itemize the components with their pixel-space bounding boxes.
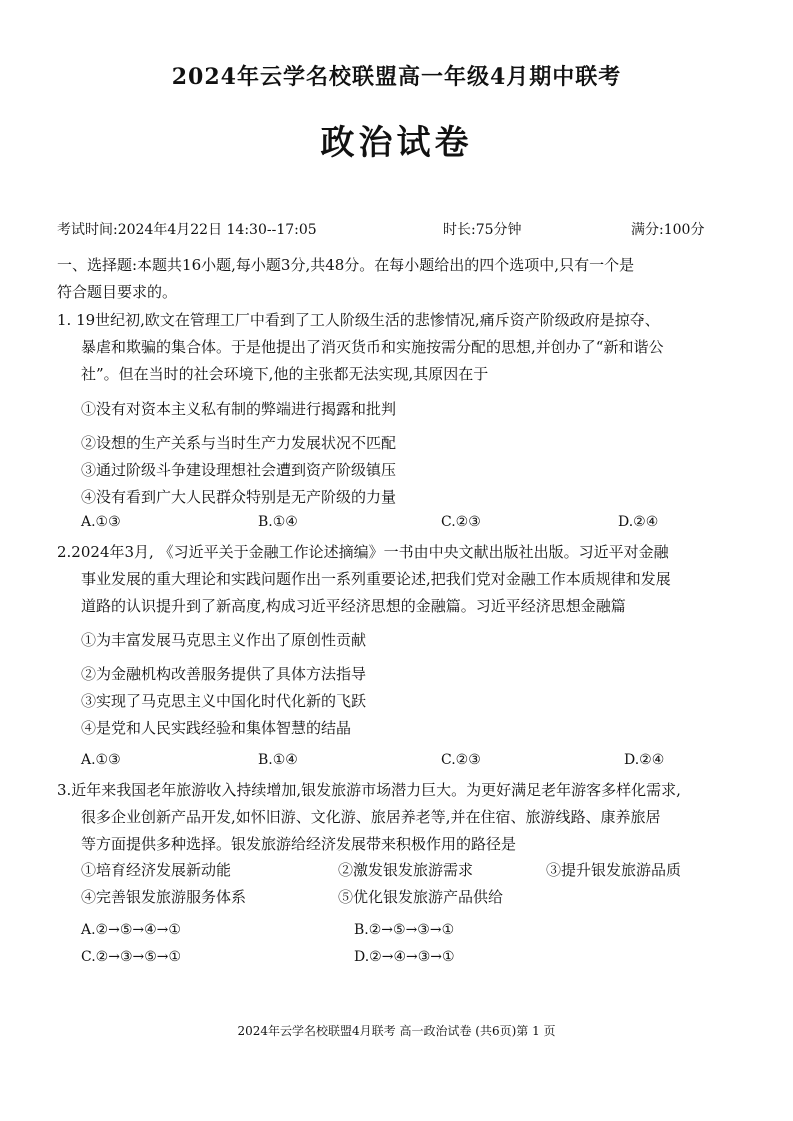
subject-title: 政治试卷 bbox=[320, 123, 473, 163]
q1-option-c[interactable]: C.②③ bbox=[441, 514, 481, 530]
q2-statement: ③实现了马克思主义中国化时代化新的飞跃 bbox=[81, 692, 367, 710]
page-footer: 2024年云学名校联盟4月联考 高一政治试卷 (共6页)第 1 页 bbox=[237, 1024, 556, 1038]
q2-option-d[interactable]: D.②④ bbox=[624, 752, 665, 768]
q2-option-c[interactable]: C.②③ bbox=[441, 752, 481, 768]
q3-stem-line: 等方面提供多种选择。银发旅游给经济发展带来积极作用的路径是 bbox=[81, 835, 517, 853]
q1-stem-line: 暴虐和欺骗的集合体。于是他提出了消灭货币和实施按需分配的思想,并创办了“新和谐公 bbox=[81, 338, 664, 356]
exam-duration: 时长:75分钟 bbox=[443, 222, 522, 238]
q3-option-c[interactable]: C.②→③→⑤→① bbox=[81, 949, 182, 965]
q2-statement: ②为金融机构改善服务提供了具体方法指导 bbox=[81, 665, 367, 683]
q2-stem-line: 道路的认识提升到了新高度,构成习近平经济思想的金融篇。习近平经济思想金融篇 bbox=[81, 597, 626, 615]
q3-statement: ①培育经济发展新动能 bbox=[81, 861, 232, 879]
q1-statement: ③通过阶级斗争建设理想社会遭到资产阶级镇压 bbox=[81, 461, 397, 479]
exam-title: 2024年云学名校联盟高一年级4月期中联考 bbox=[171, 64, 622, 90]
q1-option-a[interactable]: A.①③ bbox=[81, 514, 121, 530]
exam-time: 考试时间:2024年4月22日 14:30--17:05 bbox=[57, 222, 317, 238]
q3-stem-line: 很多企业创新产品开发,如怀旧游、文化游、旅居养老等,并在住宿、旅游线路、康养旅居 bbox=[81, 808, 661, 826]
q2-stem-line: 事业发展的重大理论和实践问题作出一系列重要论述,把我们党对金融工作本质规律和发展 bbox=[81, 570, 671, 588]
section-intro-line: 一、选择题:本题共16小题,每小题3分,共48分。在每小题给出的四个选项中,只有一个是 bbox=[57, 256, 635, 274]
q3-statement: ③提升银发旅游品质 bbox=[546, 861, 682, 879]
q3-statement: ④完善银发旅游服务体系 bbox=[81, 888, 247, 906]
q2-option-a[interactable]: A.①③ bbox=[81, 752, 121, 768]
q1-option-d[interactable]: D.②④ bbox=[618, 514, 659, 530]
q2-option-b[interactable]: B.①④ bbox=[258, 752, 298, 768]
q3-option-a[interactable]: A.②→⑤→④→① bbox=[81, 922, 181, 938]
q1-stem-line: 社”。但在当时的社会环境下,他的主张都无法实现,其原因在于 bbox=[81, 365, 489, 383]
q1-option-b[interactable]: B.①④ bbox=[258, 514, 298, 530]
q2-statement: ④是党和人民实践经验和集体智慧的结晶 bbox=[81, 719, 352, 737]
q1-stem-line: 1. 19世纪初,欧文在管理工厂中看到了工人阶级生活的悲惨情况,痛斥资产阶级政府是掠夺、 bbox=[57, 311, 660, 329]
q2-statement: ①为丰富发展马克思主义作出了原创性贡献 bbox=[81, 631, 367, 649]
section-intro-line: 符合题目要求的。 bbox=[57, 283, 178, 301]
q1-statement: ④没有看到广大人民群众特别是无产阶级的力量 bbox=[81, 488, 397, 506]
q1-statement: ①没有对资本主义私有制的弊端进行揭露和批判 bbox=[81, 400, 397, 418]
q3-statement: ⑤优化银发旅游产品供给 bbox=[338, 888, 504, 906]
q1-statement: ②设想的生产关系与当时生产力发展状况不匹配 bbox=[81, 434, 397, 452]
full-score: 满分:100分 bbox=[631, 222, 705, 238]
q3-stem-line: 3.近年来我国老年旅游收入持续增加,银发旅游市场潜力巨大。为更好满足老年游客多样化需求, bbox=[57, 781, 681, 799]
q3-statement: ②激发银发旅游需求 bbox=[338, 861, 474, 879]
q2-stem-line: 2.2024年3月, 《习近平关于金融工作论述摘编》一书由中央文献出版社出版。习近平对金融 bbox=[57, 543, 669, 561]
q3-option-b[interactable]: B.②→⑤→③→① bbox=[354, 922, 455, 938]
q3-option-d[interactable]: D.②→④→③→① bbox=[354, 949, 455, 965]
